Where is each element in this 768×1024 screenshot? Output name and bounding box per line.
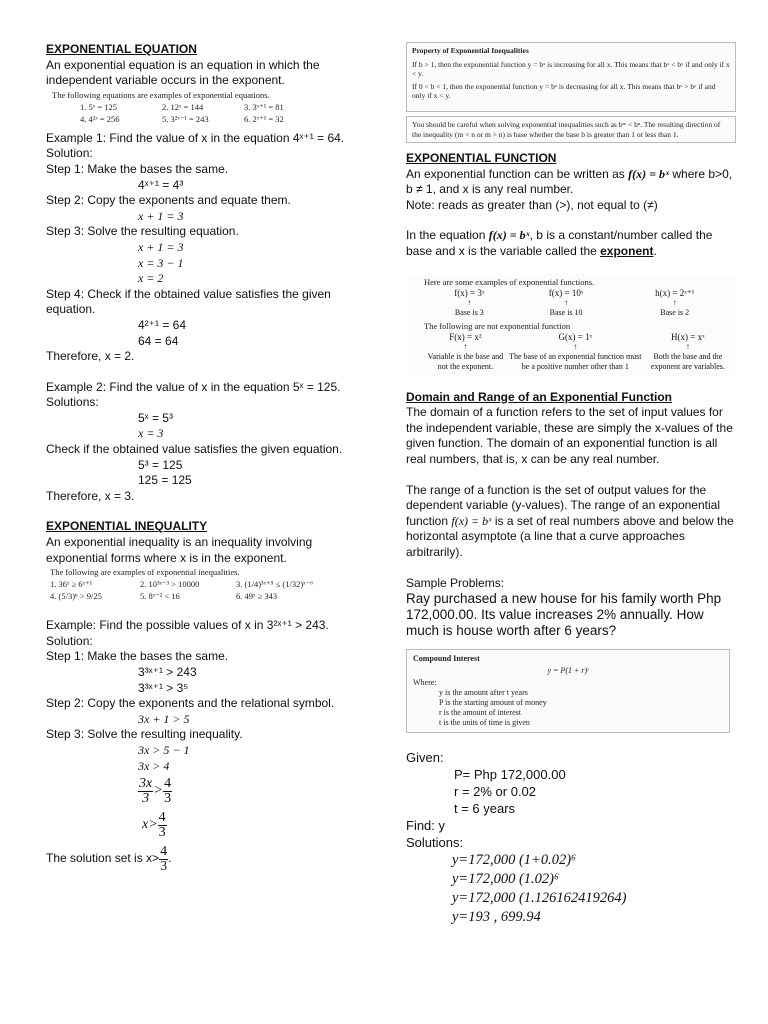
domain-range-heading: Domain and Range of an Exponential Function: [406, 389, 673, 404]
given-section: [406, 749, 736, 851]
compound-interest-def: P is the starting amount of money: [439, 698, 547, 708]
nonexample-function: G(x) = 1ˣ: [558, 331, 593, 342]
example1-step4-eq: 4²⁺¹ = 64: [138, 317, 187, 332]
example3-solution-set: The solution set is x> 4 3 .: [46, 843, 172, 874]
example-note: Base is 3: [454, 307, 484, 317]
up-arrow-icon: ↑: [672, 297, 677, 307]
eq-example: 2. 12ˣ = 144: [162, 101, 204, 112]
property-1: If b > 1, then the exponential function y = bˣ is increasing for all x. This means that bˣ < bʸ if and only if x < y.: [412, 59, 730, 78]
compound-interest-def: t is the units of time is given: [439, 718, 530, 728]
compound-interest-def: y is the amount after t years: [439, 688, 528, 698]
solution-line: y=172,000 (1.02)⁶: [452, 871, 560, 888]
example1-step3: Step 3: Solve the resulting equation.: [46, 224, 239, 239]
example3-step3-eq: 3x > 4: [138, 758, 170, 773]
example3-step1-eq: 3³ˣ⁺¹ > 3⁵: [138, 680, 189, 695]
eq-example: 4. 4²ˣ = 256: [80, 113, 120, 124]
solution-line: y=193 , 699.94: [452, 909, 541, 926]
example2-check: Check if the obtained value satisfies the given equation.: [46, 442, 343, 457]
ineq-example: 4. (5/3)ⁿ > 9/25: [50, 591, 102, 602]
nonexample-note: Both the base and the exponent are variables.: [650, 351, 725, 371]
sample-problems-heading: Sample Problems:: [406, 575, 505, 590]
fraction: 4 3: [164, 775, 172, 806]
property-note: You should be careful when solving exponential inequalities such as bᵐ < bⁿ. The resulting direction of the inequality (m < n or m > n) is base whether the base b is greater than 1 or less than 1.: [412, 120, 721, 139]
fraction: 4 3: [158, 809, 166, 840]
example-function: f(x) = 10ˣ: [548, 287, 584, 298]
example3-solution-label: Solution:: [46, 633, 93, 648]
sample-problem: Ray purchased a new house for his family worth Php 172,000.00. Its value increases 2% annually. How much is house worth after 6 years?: [406, 591, 722, 639]
eq-example: 3. 3ˣ⁺¹ = 81: [244, 101, 284, 112]
given-r: r = 2% or 0.02: [454, 784, 537, 800]
ineq-example: 1. 36ˣ ≥ 6ˣ⁺¹: [50, 579, 93, 590]
function-examples-image: [406, 274, 736, 376]
given-label: Given:: [406, 750, 444, 766]
example1-step1-eq: 4ˣ⁺¹ = 4³: [138, 177, 184, 192]
eq-intro: An exponential equation is an equation in which the independent variable occurs in the exponent.: [46, 57, 320, 88]
ineq-examples-caption: The following are examples of exponential inequalities.: [50, 567, 240, 578]
find-label: Find: y: [406, 818, 446, 834]
eq-example: 5. 3²ˣ⁻¹ = 243: [162, 113, 209, 124]
eq-example: 1. 5ˣ = 125: [80, 101, 118, 112]
example3-step1-eq: 3³ˣ⁺¹ > 243: [138, 665, 197, 679]
up-arrow-icon: ↑: [573, 341, 578, 351]
example-note: Base is 10: [549, 307, 583, 317]
fraction: 3x 3: [139, 775, 153, 806]
eq-examples-caption: The following equations are examples of exponential equations.: [52, 89, 270, 100]
ineq-example: 6. 49ˣ ≥ 343: [236, 591, 278, 602]
given-t: t = 6 years: [454, 801, 516, 817]
example-note: Base is 2: [660, 307, 690, 317]
example3-x-line: x> 4 3: [142, 809, 166, 840]
right-column: [406, 42, 736, 927]
solution-line: y=172,000 (1.126162419264): [452, 890, 627, 907]
example3-fraction-line: 3x 3 > 4 3: [139, 775, 172, 806]
compound-interest-where: Where:: [413, 678, 437, 688]
ineq-intro: An exponential inequality is an inequality involving exponential forms where x is in the exponent.: [46, 535, 313, 565]
function-equation-text: In the equation f(x) = bˣ, b is a constant/number called the base and x is the variable called the exponent.: [406, 228, 713, 258]
example1-step4-eq: 64 = 64: [138, 333, 179, 348]
example3-step2: Step 2: Copy the exponents and the relational symbol.: [46, 696, 335, 711]
solution-line: y=172,000 (1+0.02)⁶: [452, 852, 577, 869]
up-arrow-icon: ↑: [467, 297, 472, 307]
given-p: P= Php 172,000.00: [454, 767, 566, 783]
example2-eq: 5ˣ = 5³: [138, 410, 173, 425]
example1-step3-eq: x = 2: [138, 271, 164, 286]
examples-table: [424, 288, 732, 318]
ineq-examples-image: [46, 566, 346, 602]
example3-step2-eq: 3x + 1 > 5: [138, 711, 190, 726]
example-function: f(x) = 3ˣ: [454, 287, 485, 298]
eq-example: 6. 2ˣ⁺¹ = 32: [244, 113, 284, 124]
fraction: 4 3: [160, 843, 168, 874]
example-function: h(x) = 2ˣ⁺¹: [655, 287, 695, 298]
property-2: If 0 < b < 1, then the exponential function y = bˣ is decreasing for all x. This means that bˣ > bʸ if and only if x < y.: [412, 81, 716, 100]
nonexample-note: The base of an exponential function must be a positive number other than 1: [509, 351, 642, 371]
exponential-function-heading: EXPONENTIAL FUNCTION: [406, 151, 557, 165]
solution-lines: [406, 851, 736, 927]
example1-step2: Step 2: Copy the exponents and equate them.: [46, 193, 291, 208]
example2-therefore: Therefore, x = 3.: [46, 488, 135, 503]
example2-eq: 5³ = 125: [138, 457, 183, 472]
example1-title: Example 1: Find the value of x in the equation 4ˣ⁺¹ = 64.: [46, 130, 345, 145]
function-note: Note: reads as greater than (>), not equal to (≠): [406, 197, 658, 212]
compound-interest-box: [406, 649, 730, 733]
ineq-example: 3. (1/4)³ˣ⁺⁵ ≤ (1/32)ˣ⁻⁶: [236, 579, 314, 590]
nonexample-function: H(x) = xˣ: [671, 331, 705, 342]
example3-step1: Step 1: Make the bases the same.: [46, 649, 229, 664]
example2-title: Example 2: Find the value of x in the equation 5ˣ = 125.: [46, 379, 341, 394]
example2-eq: x = 3: [138, 426, 164, 441]
example2-solutions-label: Solutions:: [46, 395, 99, 410]
compound-interest-formula: y = P(1 + r)ᵗ: [547, 666, 589, 676]
exponential-equation-heading: EXPONENTIAL EQUATION: [46, 42, 197, 56]
example1-step1: Step 1: Make the bases the same.: [46, 161, 229, 176]
property-note-box: [406, 116, 736, 143]
property-title: Property of Exponential Inequalities: [412, 46, 529, 55]
compound-interest-def: r is the amount of interest: [439, 708, 521, 718]
range-text: The range of a function is the set of output values for the dependent variable (y-values). The range of an exponential function f(x) = bˣ is a set of real numbers above and below the horizontal asymptote (a line that a curve approaches arbitrarily).: [406, 482, 734, 559]
examples-caption: Here are some examples of exponential functions.: [424, 276, 595, 287]
example3-step3: Step 3: Solve the resulting inequality.: [46, 727, 243, 742]
up-arrow-icon: ↑: [685, 341, 690, 351]
up-arrow-icon: ↑: [463, 341, 468, 351]
property-box: [406, 42, 736, 112]
up-arrow-icon: ↑: [564, 297, 569, 307]
example3-title: Example: Find the possible values of x in 3²ˣ⁺¹ > 243.: [46, 618, 329, 633]
nonexample-function: F(x) = x²: [449, 331, 482, 342]
example3-step3-eq: 3x > 5 − 1: [138, 742, 190, 757]
ineq-example: 2. 10³ˣ⁻³ > 10000: [140, 579, 200, 590]
example1-solution-label: Solution:: [46, 146, 93, 161]
solutions-label: Solutions:: [406, 835, 464, 851]
example1-step3-eq: x = 3 − 1: [138, 255, 184, 270]
nonexamples-table: [424, 332, 732, 372]
example2-eq: 125 = 125: [138, 473, 192, 488]
nonexamples-caption: The following are not exponential function: [424, 320, 571, 331]
function-intro: An exponential function can be written as f(x) = bˣ where b>0, b ≠ 1, and x is any real number.: [406, 166, 733, 197]
left-column: [46, 42, 346, 876]
example1-step4: Step 4: Check if the obtained value satisfies the given equation.: [46, 286, 331, 317]
example1-therefore: Therefore, x = 2.: [46, 349, 135, 364]
exponential-inequality-heading: EXPONENTIAL INEQUALITY: [46, 519, 208, 534]
eq-examples-image: [46, 89, 346, 125]
example1-step2-eq: x + 1 = 3: [138, 208, 184, 223]
example1-step3-eq: x + 1 = 3: [138, 239, 184, 254]
compound-interest-title: Compound Interest: [413, 654, 480, 664]
domain-text: The domain of a function refers to the set of input values for the independent variable, these are simply the x-values of the given function. The domain of an exponential function is all real numbers, that is, x can be any real number.: [406, 405, 733, 466]
nonexample-note: Variable is the base and not the exponent.: [427, 351, 504, 371]
ineq-example: 5. 8ˣ⁻² < 16: [140, 591, 180, 602]
